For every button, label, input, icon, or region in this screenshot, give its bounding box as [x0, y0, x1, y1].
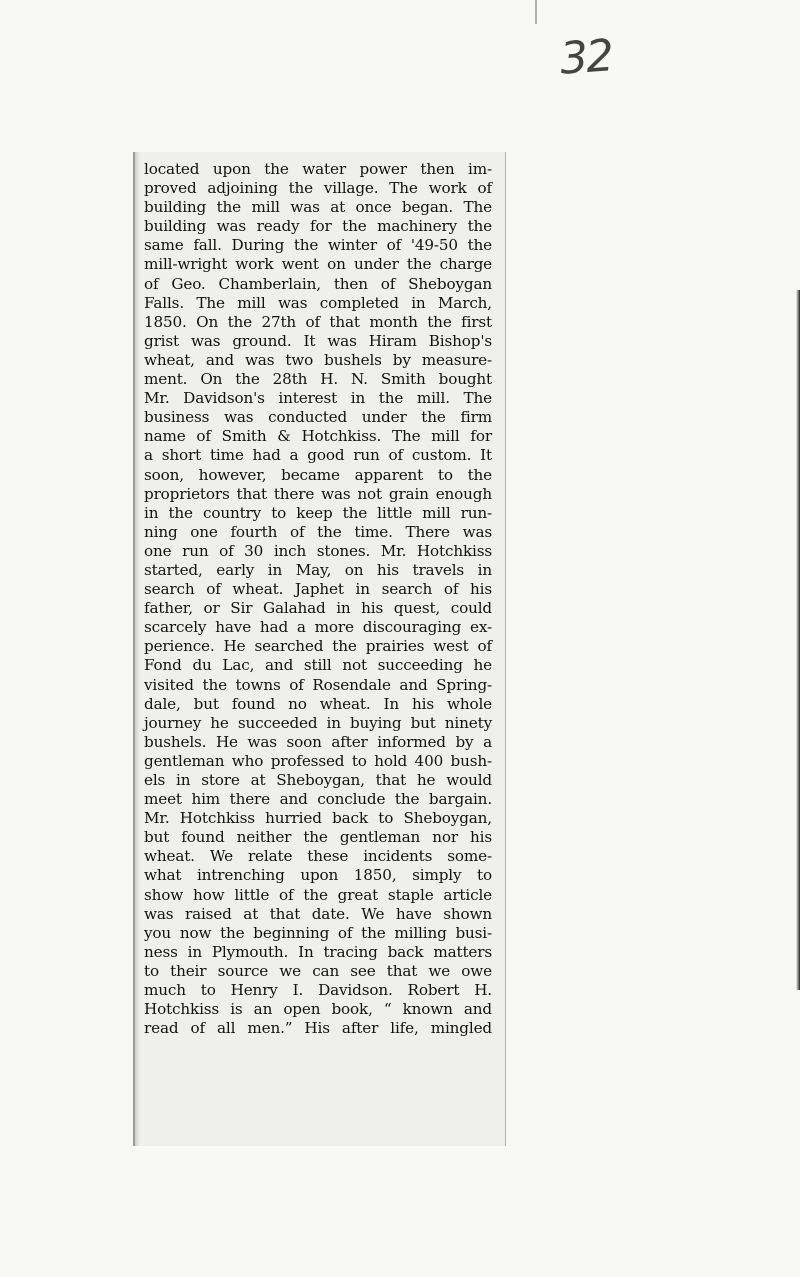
article-line-45: Hotchkiss is an open book, “ known and: [144, 1000, 492, 1019]
article-line-21: one run of 30 inch stones. Mr. Hotchkiss: [144, 541, 492, 560]
article-line-30: journey he succeeded in buying but ninety: [144, 713, 492, 732]
article-line-43: to their source we can see that we owe: [144, 961, 492, 980]
article-line-5: same fall. During the winter of '49-50 the: [144, 236, 492, 255]
article-line-9: 1850. On the 27th of that month the first: [144, 312, 492, 331]
article-line-29: dale, but found no wheat. In his whole: [144, 694, 492, 713]
handwritten-page-number: 32: [558, 30, 614, 85]
article-line-7: of Geo. Chamberlain, then of Sheboygan: [144, 274, 492, 293]
article-line-37: wheat. We relate these incidents some-: [144, 847, 492, 866]
article-line-16: a short time had a good run of custom. It: [144, 446, 492, 465]
article-line-1: located upon the water power then im-: [144, 160, 492, 178]
article-line-10: grist was ground. It was Hiram Bishop's: [144, 331, 492, 350]
article-line-24: father, or Sir Galahad in his quest, could: [144, 599, 492, 618]
article-line-3: building the mill was at once began. The: [144, 198, 492, 217]
article-line-35: Mr. Hotchkiss hurried back to Sheboygan,: [144, 809, 492, 828]
article-line-13: Mr. Davidson's interest in the mill. The: [144, 389, 492, 408]
article-column: [144, 160, 492, 1038]
article-line-41: you now the beginning of the milling busi-: [144, 923, 492, 942]
page-edge-shadow: [796, 290, 800, 990]
article-line-23: search of wheat. Japhet in search of his: [144, 580, 492, 599]
article-line-36: but found neither the gentleman nor his: [144, 828, 492, 847]
article-line-14: business was conducted under the firm: [144, 408, 492, 427]
article-line-18: proprietors that there was not grain enough: [144, 484, 492, 503]
article-line-39: show how little of the great staple article: [144, 885, 492, 904]
article-line-38: what intrenching upon 1850, simply to: [144, 866, 492, 885]
newspaper-clipping: [133, 152, 506, 1146]
article-line-17: soon, however, became apparent to the: [144, 465, 492, 484]
article-line-32: gentleman who professed to hold 400 bush-: [144, 751, 492, 770]
article-line-28: visited the towns of Rosendale and Spring-: [144, 675, 492, 694]
article-line-31: bushels. He was soon after informed by a: [144, 732, 492, 751]
article-line-20: ning one fourth of the time. There was: [144, 522, 492, 541]
article-line-40: was raised at that date. We have shown: [144, 904, 492, 923]
article-line-34: meet him there and conclude the bargain.: [144, 790, 492, 809]
article-line-42: ness in Plymouth. In tracing back matters: [144, 942, 492, 961]
article-line-25: scarcely have had a more discouraging ex-: [144, 618, 492, 637]
article-line-8: Falls. The mill was completed in March,: [144, 293, 492, 312]
page-edge-mark: [535, 0, 537, 24]
article-line-26: perience. He searched the prairies west of: [144, 637, 492, 656]
article-line-11: wheat, and was two bushels by measure-: [144, 350, 492, 369]
article-line-15: name of Smith & Hotchkiss. The mill for: [144, 427, 492, 446]
article-line-12: ment. On the 28th H. N. Smith bought: [144, 370, 492, 389]
article-line-4: building was ready for the machinery the: [144, 217, 492, 236]
article-line-46: read of all men.” His after life, mingled: [144, 1019, 492, 1038]
article-line-19: in the country to keep the little mill run-: [144, 503, 492, 522]
article-line-33: els in store at Sheboygan, that he would: [144, 771, 492, 789]
article-line-22: started, early in May, on his travels in: [144, 560, 492, 579]
article-line-6: mill-wright work went on under the charge: [144, 255, 492, 274]
article-line-44: much to Henry I. Davidson. Robert H.: [144, 981, 492, 1000]
article-line-2: proved adjoining the village. The work of: [144, 179, 492, 198]
article-line-27: Fond du Lac, and still not succeeding he: [144, 656, 492, 675]
